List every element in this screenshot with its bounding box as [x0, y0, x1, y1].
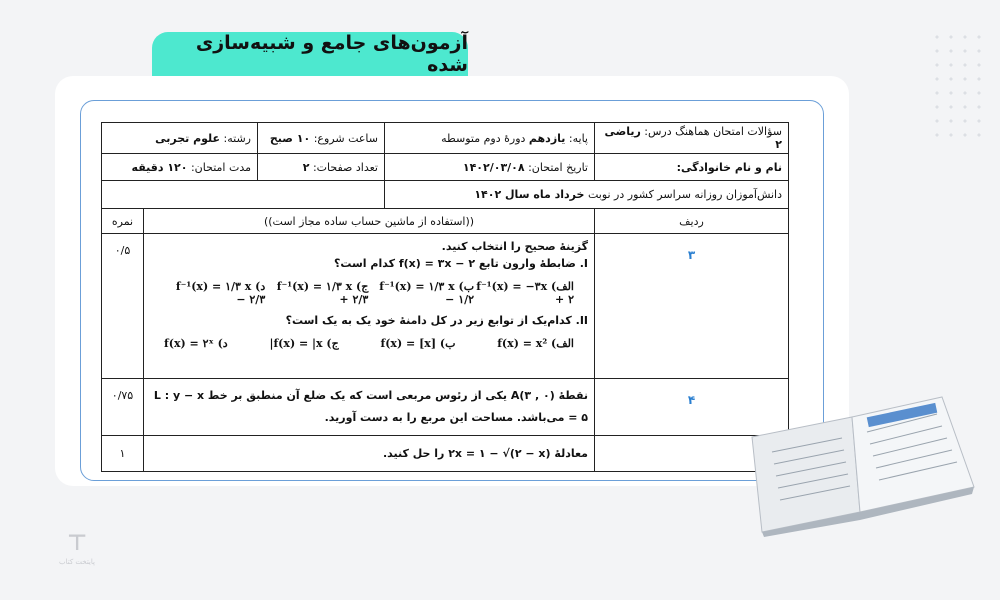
session-cell: دانش‌آموزان روزانه سراسر کشور در نوبت خرداد ماه سال ۱۴۰۲: [385, 181, 789, 209]
calculator-note: ((استفاده از ماشین حساب ساده مجاز است)): [144, 209, 595, 234]
option: ب) f⁻¹(x) = ۱/۳ x − ۱/۲: [379, 280, 475, 306]
question-number: ۳: [595, 234, 789, 379]
exam-date-cell: تاریخ امتحان: ۱۴۰۲/۰۳/۰۸: [385, 154, 595, 181]
course-cell: سؤالات امتحان هماهنگ درس: ریاضی ۲: [595, 123, 789, 154]
score-label: نمره: [102, 209, 144, 234]
duration-cell: مدت امتحان: ۱۲۰ دقیقه: [102, 154, 258, 181]
question-body: [144, 234, 595, 379]
row-label: ردیف: [595, 209, 789, 234]
option: الف) f(x) = x²: [497, 337, 574, 350]
page-count-cell: تعداد صفحات: ۲: [258, 154, 385, 181]
question-part-2: II. کدام‌یک از توابع زیر در کل دامنهٔ خود یک به یک است؟: [285, 314, 588, 327]
question-text: نقطهٔ A(۳ , ۰) یکی از رئوس مربعی است که یک ضلع آن منطبق بر خط L : y − x = ۵ می‌باشد. مساحت این مربع را به دست آورید.: [144, 379, 595, 436]
option: ج) f(x) = |x|: [269, 337, 339, 350]
question-part-1: I. ضابطهٔ وارون تابع f(x) = ۳x − ۲ کدام است؟: [333, 257, 588, 270]
question-row: [102, 436, 789, 472]
field-cell: رشته: علوم تجربی: [102, 123, 258, 154]
empty-cell: [102, 181, 385, 209]
student-name-cell: نام و نام خانوادگی:: [595, 154, 789, 181]
question-text: معادلهٔ ۲x = ۱ − √(۲ − x) را حل کنید.: [144, 436, 595, 472]
logo-text: پایتخت کتاب: [59, 558, 95, 566]
option: د) f⁻¹(x) = ۱/۳ x − ۲/۳: [175, 280, 266, 306]
open-book-image: [742, 392, 978, 537]
question-number: ۴: [595, 379, 789, 436]
banner-title: آزمون‌های جامع و شبیه‌سازی شده: [152, 32, 468, 76]
decorative-dots: [930, 30, 990, 140]
start-time-cell: ساعت شروع: ۱۰ صبح: [258, 123, 385, 154]
option: د) f(x) = ۲ˣ: [164, 337, 228, 350]
grade-cell: پایه: یازدهم دورهٔ دوم متوسطه: [385, 123, 595, 154]
option: ج) f⁻¹(x) = ۱/۳ x + ۲/۳: [276, 280, 369, 306]
question-score: ۰/۵: [102, 234, 144, 379]
question-intro: گزینهٔ صحیح را انتخاب کنید.: [441, 240, 588, 253]
option: ب) f(x) = [x]: [380, 337, 456, 350]
option: الف) f⁻¹(x) = −۳x + ۲: [476, 280, 574, 306]
logo-icon: ⊤: [66, 531, 88, 556]
question-row: [102, 379, 789, 436]
question-score: ۱: [102, 436, 144, 472]
exam-sheet: [101, 122, 789, 472]
question-row: [102, 234, 789, 379]
question-score: ۰/۷۵: [102, 379, 144, 436]
brand-logo: [52, 530, 102, 575]
